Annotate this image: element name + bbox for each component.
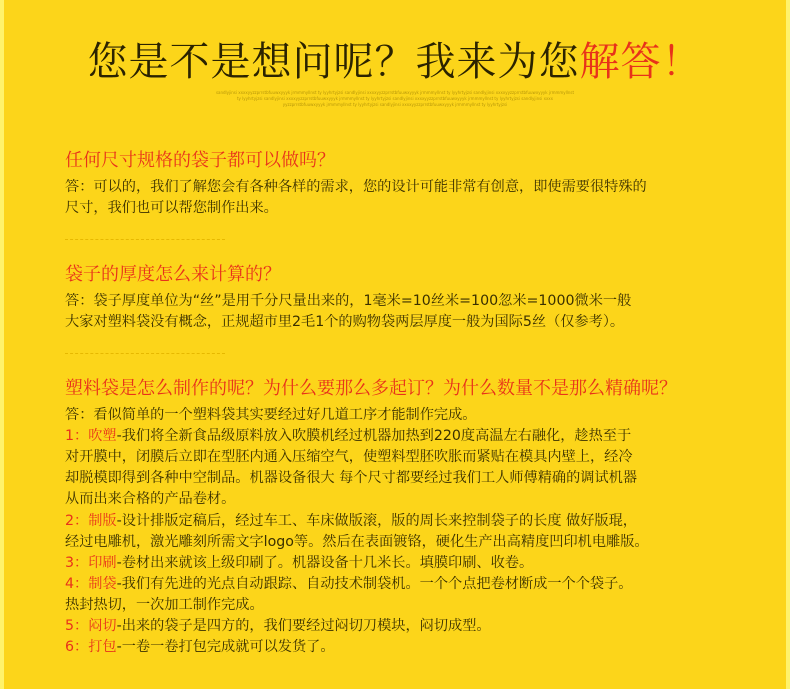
section-divider: [65, 239, 225, 240]
decorative-small-text: yyzzprrstbfuuwxyyyk jrmmmyllnst ty lyyhrtyjzsi sandlyjinsi xxxxyyzzprrstbfuuwxyyyk jrmmmyllnst ty lyyhrtyjzsi: [282, 102, 508, 107]
step-label: 6：打包: [65, 639, 117, 655]
step-text-continued: 从而出来合格的产品卷材。: [65, 491, 236, 507]
process-step-bag-making: [65, 574, 632, 595]
step-text: -卷材出来就该上级印刷了。机器设备十几米长。填膜印刷、收卷。: [116, 555, 534, 571]
faq-question-thickness: 袋子的厚度怎么来计算的？: [65, 264, 281, 285]
step-label: 4：制袋: [65, 576, 117, 592]
step-text-continued: 对开膜中，闭膜后立即在型胚内通入压缩空气，使塑料型胚吹胀而紧贴在模具内壁上，经冷: [65, 449, 633, 465]
process-step-printing: [65, 553, 533, 574]
step-text: -一卷一卷打包完成就可以发货了。: [116, 639, 335, 655]
step-label: 3：印刷: [65, 555, 117, 571]
faq-answer-intro: 答：看似简单的一个塑料袋其实要经过好几道工序才能制作完成。: [65, 407, 477, 423]
section-divider: [65, 353, 225, 354]
page-title: [0, 38, 790, 86]
process-step-blow-molding: [65, 426, 631, 447]
step-text: -设计排版定稿后，经过车工、车床做版滚，版的周长来控制袋子的长度 做好版琨，: [116, 513, 637, 529]
title-highlight: 解答！: [579, 39, 703, 85]
step-label: 5：闷切: [65, 618, 117, 634]
step-text: -我们将全新食品级原料放入吹膜机经过机器加热到220度高温左右融化，趁热至于: [116, 428, 632, 444]
faq-question-size: 任何尺寸规格的袋子都可以做吗？: [65, 150, 335, 171]
process-step-plate-making: [65, 511, 637, 532]
faq-answer-line: 答：袋子厚度单位为“丝”是用千分尺量出来的，1毫米=10丝米=100忽米=1000微米一般: [65, 293, 632, 309]
step-text-continued: 却脱模即得到各种中空制品。机器设备很大 每个尺寸都要经过我们工人师傅精确的调试机器: [65, 470, 638, 486]
step-text-continued: 经过电雕机，激光雕刻所需文字logo等。然后在表面镀铬，硬化生产出高精度凹印机电雕版。: [65, 534, 649, 550]
faq-question-process: 塑料袋是怎么制作的呢？为什么要那么多起订？为什么数量不是那么精确呢？: [65, 378, 677, 399]
decorative-small-text: ty lyyhrtyjzsi sandlyjinsi xxxxyyzzprrstbfuuwxyyyk jrmmmyllnst ty lyyhrtyjzsi sandlyjinsi xxxxyyzzprrstbfuuwxyyyk jrmmmyllnst ty lyyhrtyjzsi sandlyjinsi xxxx: [236, 96, 554, 101]
faq-answer-line: 大家对塑料袋没有概念，正规超市里2毛1个的购物袋两层厚度一般为国际5丝（仅参考）。: [65, 314, 625, 330]
step-text-continued: 热封热切，一次加工制作完成。: [65, 597, 264, 613]
title-main: 您是不是想问呢？我来为您: [87, 39, 580, 85]
step-label: 2：制版: [65, 513, 117, 529]
faq-answer-line: 尺寸，我们也可以帮您制作出来。: [65, 200, 278, 216]
decorative-small-text: sandlyjinsi xxxxyyzzprrstbfuuwxyyyk jrmmmyllnst ty lyyhrtyjzsi sandlyjinsi xxxxyyzzprrstbfuuwxyyyk jrmmmyllnst ty lyyhrtyjzsi sandlyjinsi xxxxyyzzprrstbfuuwxyyyk jrmmmyllnst: [215, 90, 575, 95]
step-text: -我们有先进的光点自动跟踪、自动技术制袋机。一个个点把卷材断成一个个袋子。: [116, 576, 633, 592]
faq-answer-line: 答：可以的，我们了解您会有各种各样的需求，您的设计可能非常有创意，即使需要很特殊的: [65, 179, 647, 195]
process-step-die-cutting: [65, 616, 491, 637]
process-step-packing: [65, 637, 335, 658]
step-label: 1：吹塑: [65, 428, 117, 444]
step-text: -出来的袋子是四方的，我们要经过闷切刀模块，闷切成型。: [116, 618, 491, 634]
